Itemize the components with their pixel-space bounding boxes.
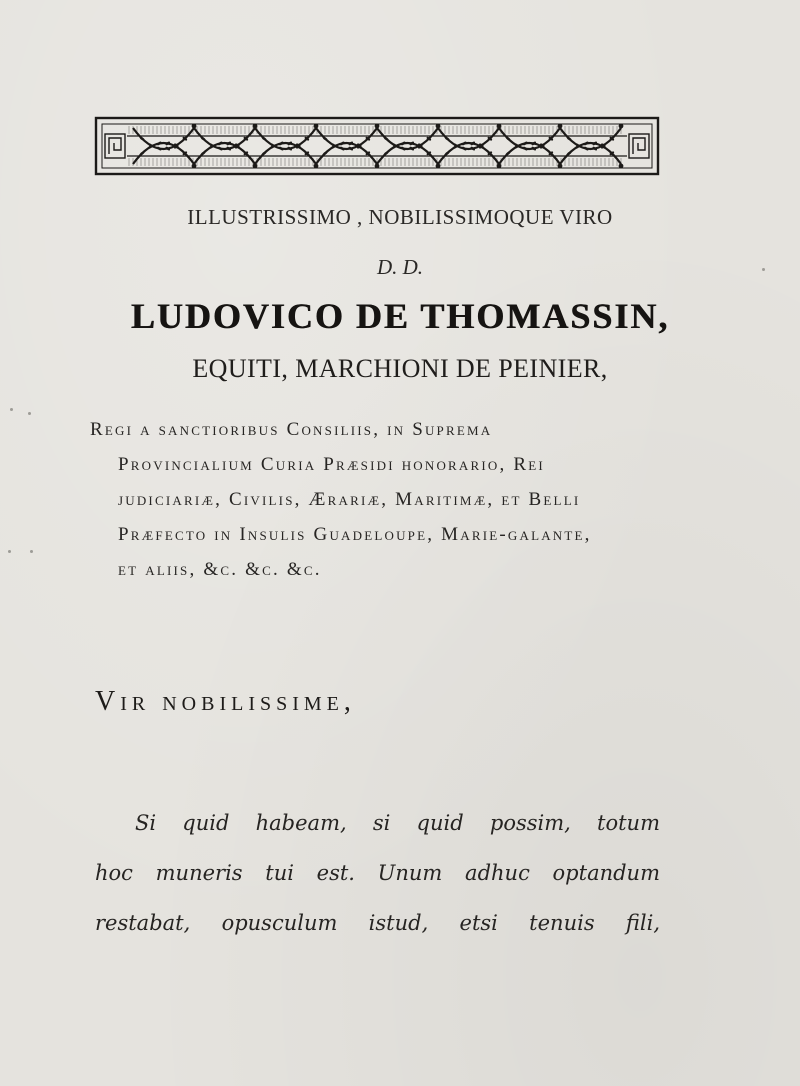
- dedicatee-name: LUDOVICO DE THOMASSIN,: [130, 296, 670, 336]
- body-line: Si quid habeam, si quid possim, totum: [135, 811, 660, 835]
- paper-speck: [28, 412, 31, 415]
- dedicatee-titles: [90, 412, 670, 587]
- titles-line: Provincialium Curia Præsidi honorario, Rei: [118, 454, 545, 475]
- paper-speck: [8, 550, 11, 553]
- body-line: hoc muneris tui est. Unum adhuc optandum: [95, 861, 660, 885]
- dedication-line-1: ILLUSTRISSIMO , NOBILISSIMOQUE VIRO: [187, 205, 613, 229]
- titles-line: et aliis, &c. &c. &c.: [118, 559, 322, 580]
- titles-line: judiciariæ, Civilis, Ærariæ, Maritimæ, et Belli: [118, 489, 581, 510]
- salutation: Vir nobilissime,: [95, 686, 356, 717]
- body-line: restabat, opusculum istud, etsi tenuis fili,: [95, 911, 660, 935]
- paper-speck: [10, 408, 13, 411]
- titles-line: Regi a sanctioribus Consiliis, in Suprema: [90, 419, 493, 440]
- dedicatee-rank: EQUITI, MARCHIONI DE PEINIER,: [192, 354, 608, 383]
- dedication-line-2: D. D.: [376, 255, 424, 279]
- paper-speck: [762, 268, 765, 271]
- ornamental-headpiece: [93, 114, 661, 178]
- body-paragraph: [95, 798, 660, 948]
- paper-speck: [30, 550, 33, 553]
- titles-line: Præfecto in Insulis Guadeloupe, Marie-galante,: [118, 524, 592, 545]
